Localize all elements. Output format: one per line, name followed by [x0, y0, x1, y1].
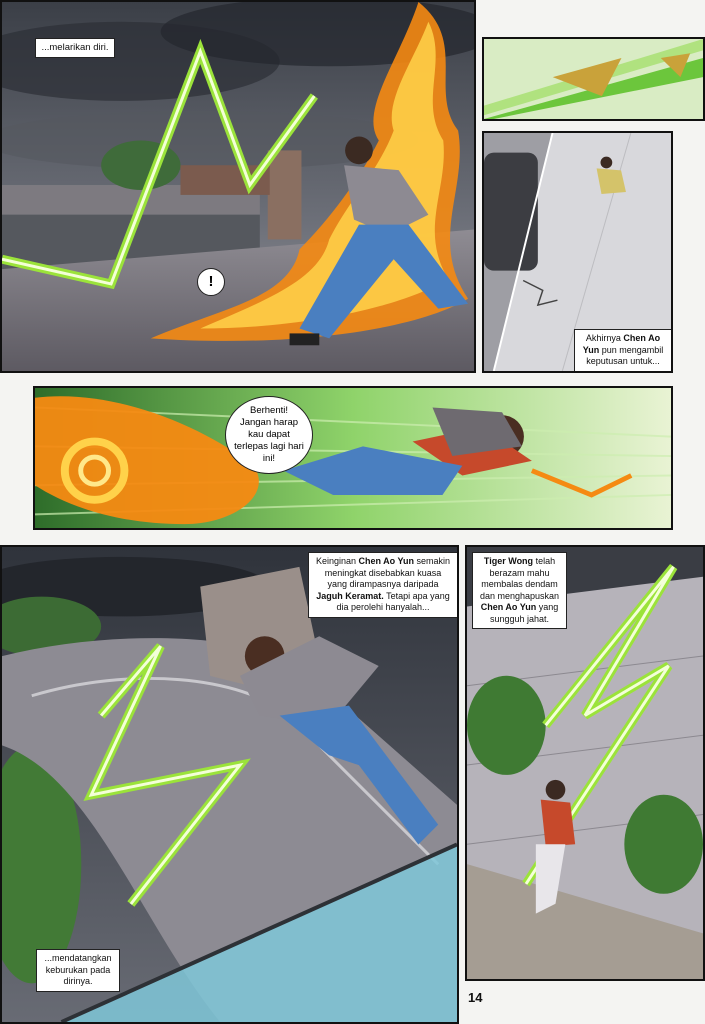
caption-akhirnya-post: pun mengambil keputusan untuk...: [586, 344, 664, 367]
caption-akhirnya: [574, 329, 672, 372]
caption-tiger-wong-d: yang sungguh jahat.: [489, 602, 559, 624]
caption-mendatangkan: ...mendatangkan keburukan pada dirinya.: [36, 949, 120, 992]
caption-tiger-wong-name: Tiger Wong: [483, 556, 534, 566]
panel-4: [33, 386, 673, 530]
caption-tiger-wong-b: telah berazam mahu membalas dendam dan menghapuskan: [479, 556, 560, 601]
caption-melarikan: ...melarikan diri.: [35, 38, 115, 58]
panel-2: [482, 37, 705, 121]
panel-3: [482, 131, 673, 373]
speech-bubble-berhenti: Berhenti! Jangan harap kau dapat terlepas lagi hari ini!: [225, 396, 313, 474]
panel-4-art: [35, 388, 671, 528]
caption-akhirnya-name: Chen Ao Yun: [582, 333, 661, 355]
panel-5: [0, 545, 459, 1024]
caption-keinginan-name: Chen Ao Yun: [358, 556, 415, 566]
caption-keinginan-a: Keinginan: [315, 556, 359, 566]
caption-tiger-wong: [472, 552, 567, 629]
page-number: 14: [468, 990, 483, 1005]
panel-6: [465, 545, 705, 981]
caption-keinginan-c: semakin meningkat disebabkan kuasa yang dirampasnya daripada: [324, 556, 451, 590]
panel-2-art: [484, 39, 703, 119]
caption-keinginan-e: Tetapi apa yang dia perolehi hanyalah...: [336, 590, 450, 613]
caption-akhirnya-pre: Akhirnya: [585, 333, 624, 343]
caption-tiger-wong-chen: Chen Ao Yun: [480, 602, 537, 613]
caption-keinginan-jaguh: Jaguh Keramat.: [316, 590, 384, 601]
panel-1: [0, 0, 476, 373]
caption-keinginan: [308, 552, 458, 618]
exclamation-bubble: !: [197, 268, 225, 296]
